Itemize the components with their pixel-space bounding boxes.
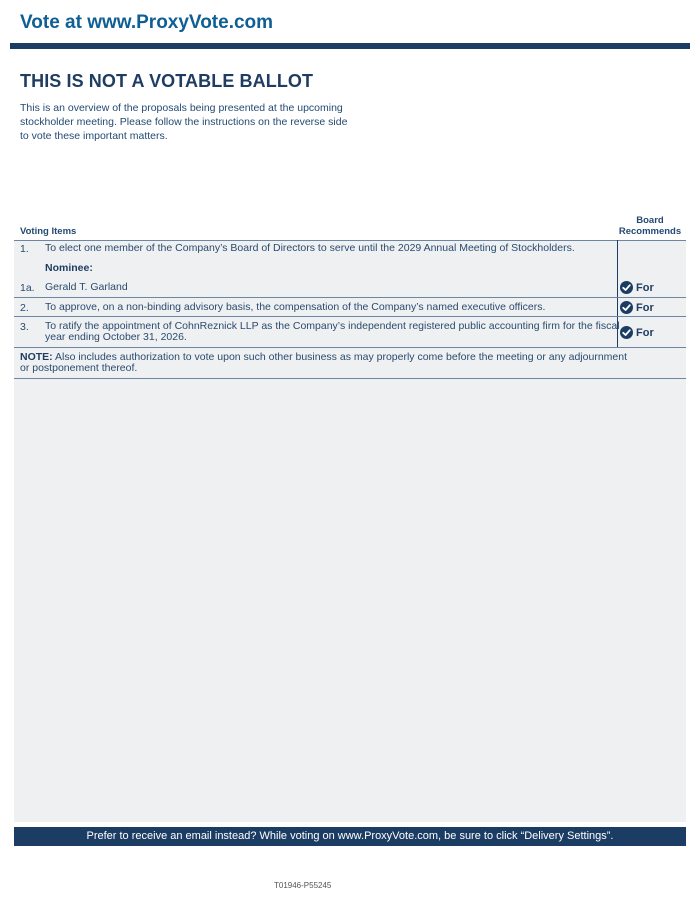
- header-rule: [10, 43, 690, 49]
- check-circle-icon: [620, 281, 633, 294]
- item-number: 1.: [20, 243, 29, 255]
- item-text: To ratify the appointment of CohnReznick LLP as the Company’s independent registered public accounting firm for the fiscal year ending October 31, 2026.: [45, 320, 620, 343]
- nominee-label: Nominee:: [45, 262, 93, 274]
- board-recommends-header: [614, 215, 686, 237]
- recommendation-label: For: [636, 326, 654, 339]
- recommendation-label: For: [636, 281, 654, 294]
- check-circle-icon: [620, 301, 633, 314]
- row-divider: [14, 297, 686, 298]
- page-title: THIS IS NOT A VOTABLE BALLOT: [20, 71, 314, 91]
- note-divider: [14, 378, 686, 379]
- item-text: To elect one member of the Company’s Board of Directors to serve until the 2029 Annual Meeting of Stockholders.: [45, 242, 575, 254]
- recommendation-2: [620, 301, 654, 314]
- note-body: Also includes authorization to vote upon such other business as may properly come before the meeting or any adjournment or postponement thereof.: [20, 351, 628, 374]
- note-label: NOTE:: [20, 351, 53, 363]
- row-divider: [14, 347, 686, 348]
- recommendation-3: [620, 326, 654, 339]
- board-header-line1: Board: [636, 215, 664, 226]
- intro-text: This is an overview of the proposals being presented at the upcoming stockholder meeting. Please follow the instructions on the reverse side to vote these important matters.: [20, 102, 348, 142]
- board-header-line2: Recommends: [618, 226, 682, 237]
- check-circle-icon: [620, 326, 633, 339]
- vote-url-title: Vote at www.ProxyVote.com: [20, 12, 274, 33]
- email-delivery-banner: Prefer to receive an email instead? While voting on www.ProxyVote.com, be sure to click “Delivery Settings”.: [14, 827, 686, 846]
- document-code: T01946-P55245: [274, 881, 332, 890]
- table-top-rule: [14, 240, 686, 241]
- item-text: To approve, on a non-binding advisory basis, the compensation of the Company’s named executive officers.: [45, 301, 546, 313]
- recommendation-1a: [620, 281, 654, 294]
- recommendation-label: For: [636, 301, 654, 314]
- item-number: 3.: [20, 321, 29, 333]
- item-number: 1a.: [20, 282, 35, 294]
- item-text: Gerald T. Garland: [45, 281, 128, 293]
- voting-items-header: Voting Items: [20, 226, 77, 237]
- item-number: 2.: [20, 302, 29, 314]
- row-divider: [14, 316, 686, 317]
- note-text: [20, 352, 630, 374]
